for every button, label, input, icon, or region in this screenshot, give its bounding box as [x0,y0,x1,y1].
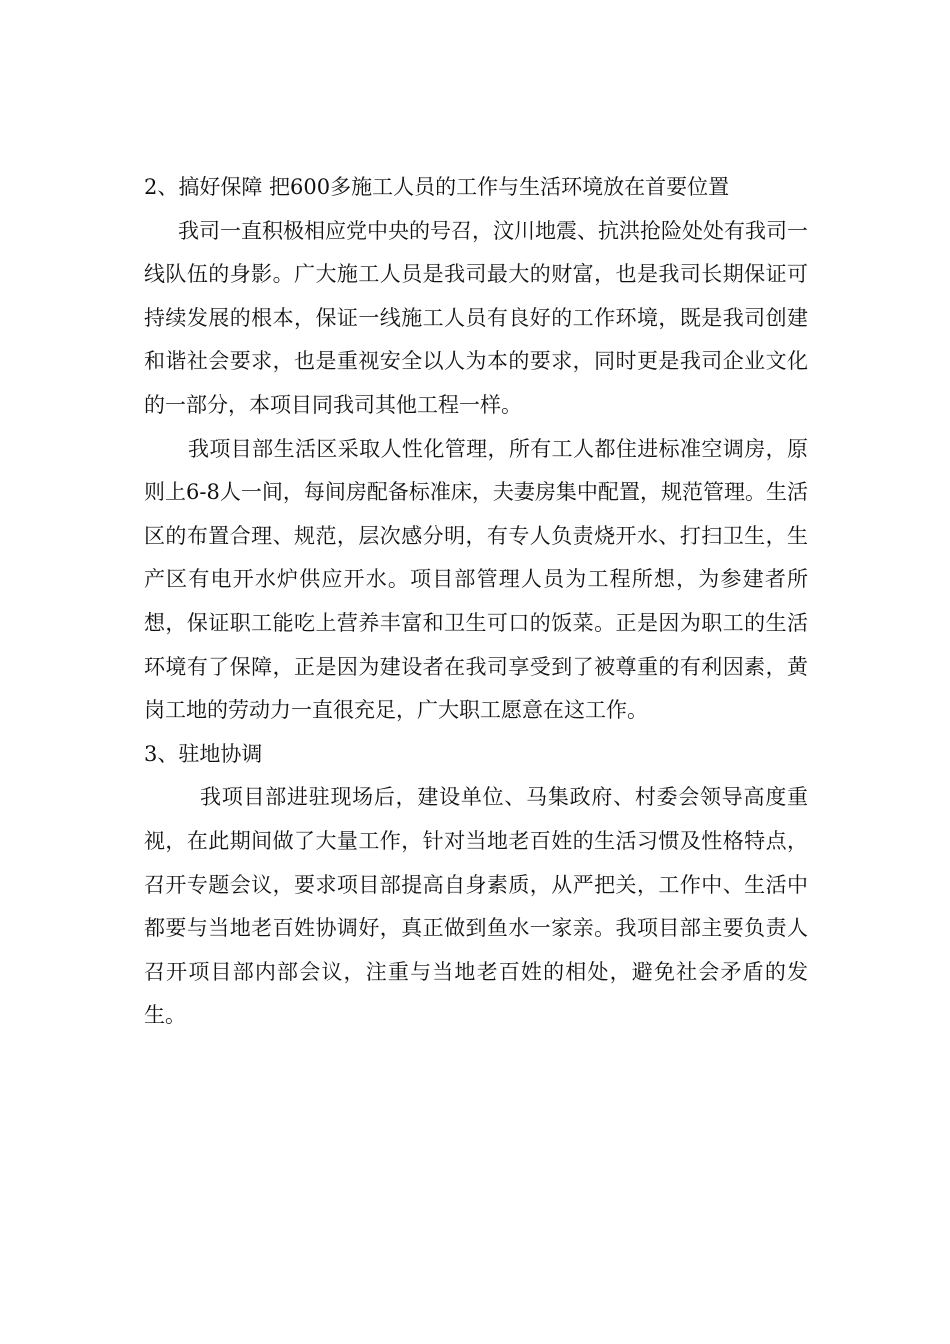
paragraph-company-mission: 我司一直积极相应党中央的号召，汶川地震、抗洪抢险处处有我司一线队伍的身影。广大施工人员是我司最大的财富，也是我司长期保证可持续发展的根本，保证一线施工人员有良好的工作环境，既是我司创建和谐社会要求，也是重视安全以人为本的要求，同时更是我司企业文化的一部分，本项目同我司其他工程一样。 [144,218,808,417]
document-body [144,166,808,1038]
paragraph-local-coordination: 我项目部进驻现场后，建设单位、马集政府、村委会领导高度重视，在此期间做了大量工作，针对当地老百姓的生活习惯及性格特点，召开专题会议，要求项目部提高自身素质，从严把关，工作中、生活中都要与当地老百姓协调好，真正做到鱼水一家亲。我项目部主要负责人召开项目部内部会议，注重与当地老百姓的相处，避免社会矛盾的发生。 [144,785,808,1028]
paragraph-living-area: 我项目部生活区采取人性化管理，所有工人都住进标准空调房，原则上6-8人一间，每间房配备标准床，夫妻房集中配置，规范管理。生活区的布置合理、规范，层次感分明，有专人负责烧开水、打扫卫生，生产区有电开水炉供应开水。项目部管理人员为工程所想，为参建者所想，保证职工能吃上营养丰富和卫生可口的饭菜。正是因为职工的生活环境有了保障，正是因为建设者在我司享受到了被尊重的有利因素，黄岗工地的劳动力一直很充足，广大职工愿意在这工作。 [144,436,808,723]
section-heading-guarantee: 2、搞好保障 把600多施工人员的工作与生活环境放在首要位置 [144,175,730,199]
section-heading-coordination: 3、驻地协调 [144,741,263,766]
